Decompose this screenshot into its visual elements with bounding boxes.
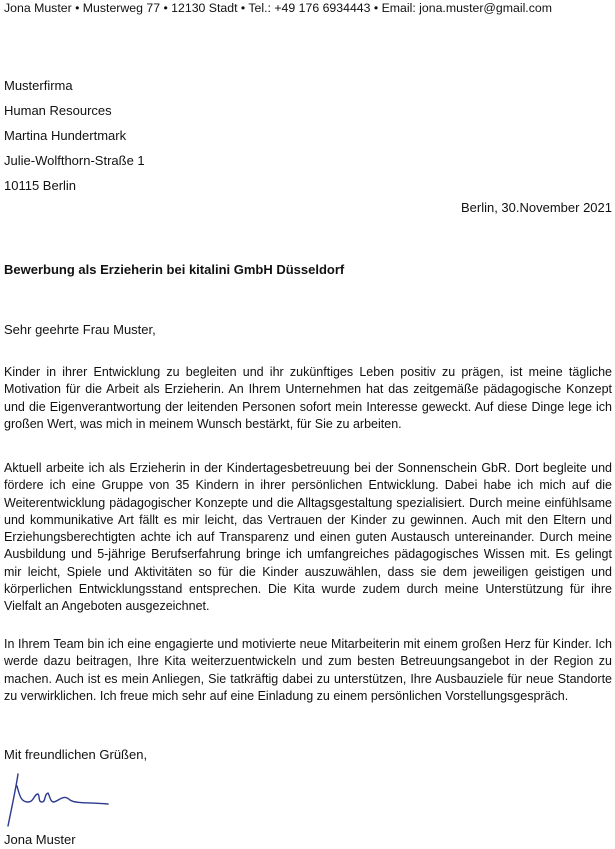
body-paragraph-experience: Aktuell arbeite ich als Erzieherin in der Kindertagesbetreuung bei der Sonnenschein GbR. Dort begleite und fördere ich eine Gruppe von 35 Kindern in ihrer persönlichen Entwicklung. Dabei habe ich mich auf die Weiterentwicklung pädagogischer Konzepte und die Alltagsgestaltung spezialisiert. Durch meine einfühlsame und kommunikative Art fällt es mir leicht, das Vertrauen der Kinder zu gewinnen. Auch mit den Eltern und Erziehungsberechtigten achte ich auf Transparenz und einen guten Austausch untereinander. Durch meine Ausbildung und 5-jährige Berufserfahrung bringe ich umfangreiches pädagogisches Wissen mit. Es gelingt mir leicht, Spiele und Aktivitäten so für die Kinder auszuwählen, dass sie dem jeweiligen geistigen und körperlichen Entwicklungsstand entsprechen. Die Kita wurde zudem durch meine Unterstützung für ihre Vielfalt an Angeboten ausgezeichnet. [4,461,612,614]
letter-subject: Bewerbung als Erzieherin bei kitalini GmbH Düsseldorf [4,262,345,277]
body-paragraph-closing-pitch: In Ihrem Team bin ich eine engagierte und motivierte neue Mitarbeiterin mit einem großen Herz für Kinder. Ich werde dazu beitragen, Ihre Kita weiterzuentwickeln und zum besten Betreuungsangebot in der Region zu machen. Auch ist es mein Anliegen, Sie tatkräftig dabei zu unterstützen, Ihre Ausbauziele für neue Standorte zu verwirklichen. Ich freue mich sehr auf eine Einladung zu einem persönlichen Vorstellungsgespräch. [4,637,612,703]
signature-stroke [8,774,108,826]
recipient-address-block [4,73,145,198]
recipient-contact-person: Martina Hundertmark [4,128,127,143]
signer-name: Jona Muster [4,832,76,847]
closing-phrase: Mit freundlichen Grüßen, [4,747,148,762]
recipient-department: Human Resources [4,103,112,118]
body-paragraph-motivation: Kinder in ihrer Entwicklung zu begleiten und ihr zukünftiges Leben positiv zu prägen, ist meine tägliche Motivation für die Arbeit als Erzieherin. An Ihrem Unternehmen hat das zeitgemäße pädagogische Konzept und die Eigenverantwortung der leitenden Personen sofort mein Interesse geweckt. Auf diese Dinge lege ich großen Wert, was mich in meinem Wunsch bestärkt, für Sie zu arbeiten. [4,365,612,431]
recipient-company: Musterfirma [4,78,73,93]
sender-contact-line: Jona Muster • Musterweg 77 • 12130 Stadt • Tel.: +49 176 6934443 • Email: jona.muster@gmail.com [4,1,552,15]
letter-date: Berlin, 30.November 2021 [460,200,612,215]
recipient-street: Julie-Wolfthorn-Straße 1 [4,153,145,168]
salutation: Sehr geehrte Frau Muster, [4,322,156,337]
recipient-city: 10115 Berlin [4,178,77,193]
handwritten-signature-icon [4,766,114,832]
